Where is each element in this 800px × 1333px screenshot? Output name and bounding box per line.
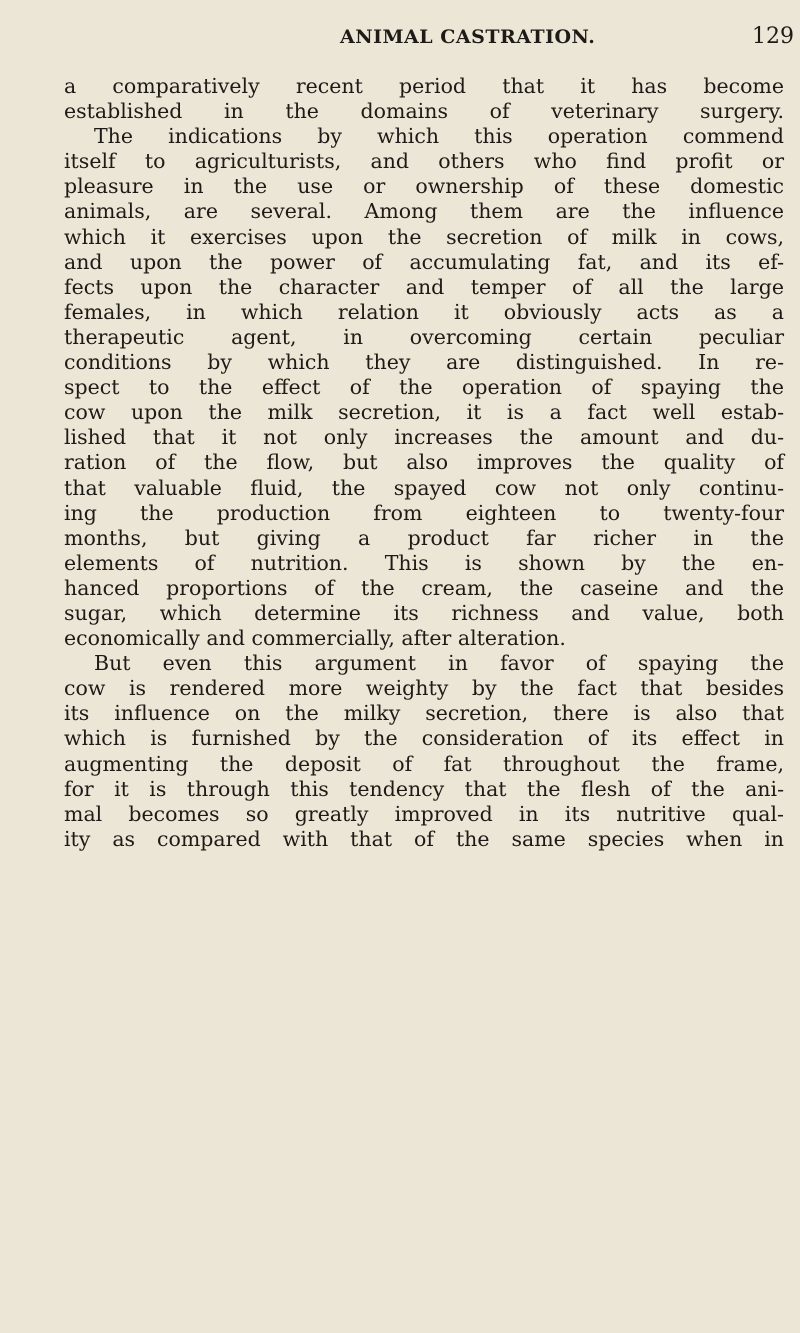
page-number: 129 [752,24,794,49]
text-line: its influence on the milky secretion, there is also that [64,701,784,726]
text-line: spect to the effect of the operation of spaying the [64,375,784,400]
text-line: pleasure in the use or ownership of these domestic [64,174,784,199]
text-line: established in the domains of veterinary surgery. [64,99,784,124]
text-line: But even this argument in favor of spaying the [94,651,784,676]
running-head [0,22,800,62]
text-line: cow upon the milk secretion, it is a fact well estab- [64,400,784,425]
text-line: lished that it not only increases the amount and du- [64,425,784,450]
text-line: elements of nutrition. This is shown by the en- [64,550,784,575]
text-line: ration of the flow, but also improves the quality of [64,450,784,475]
text-line: months, but giving a product far richer in the [64,525,784,550]
text-line: females, in which relation it obviously acts as a [64,299,784,324]
text-line: sugar, which determine its richness and value, both [64,600,784,625]
text-line: which it exercises upon the secretion of milk in cows, [64,224,784,249]
text-line: for it is through this tendency that the flesh of the ani- [64,776,784,801]
text-line: ity as compared with that of the same species when in [64,826,784,851]
text-line: hanced proportions of the cream, the caseine and the [64,575,784,600]
text-line: mal becomes so greatly improved in its nutritive qual- [64,801,784,826]
text-line: augmenting the deposit of fat throughout the frame, [64,751,784,776]
text-line: that valuable fluid, the spayed cow not only continu- [64,475,784,500]
text-line: which is furnished by the consideration of its effect in [64,726,784,751]
text-line: The indications by which this operation commend [94,124,784,149]
text-line: and upon the power of accumulating fat, and its ef- [64,249,784,274]
running-title: ANIMAL CASTRATION. [340,26,596,48]
body-text [64,74,784,852]
text-line: ing the production from eighteen to twenty-four [64,500,784,525]
text-line: conditions by which they are distinguished. In re- [64,350,784,375]
text-line: economically and commercially, after alteration. [64,626,566,651]
text-line: animals, are several. Among them are the influence [64,199,784,224]
text-line: therapeutic agent, in overcoming certain peculiar [64,324,784,349]
text-line: itself to agriculturists, and others who find profit or [64,149,784,174]
text-line: cow is rendered more weighty by the fact that besides [64,676,784,701]
text-line: a comparatively recent period that it has become [64,74,784,98]
text-line: fects upon the character and temper of all the large [64,274,784,299]
